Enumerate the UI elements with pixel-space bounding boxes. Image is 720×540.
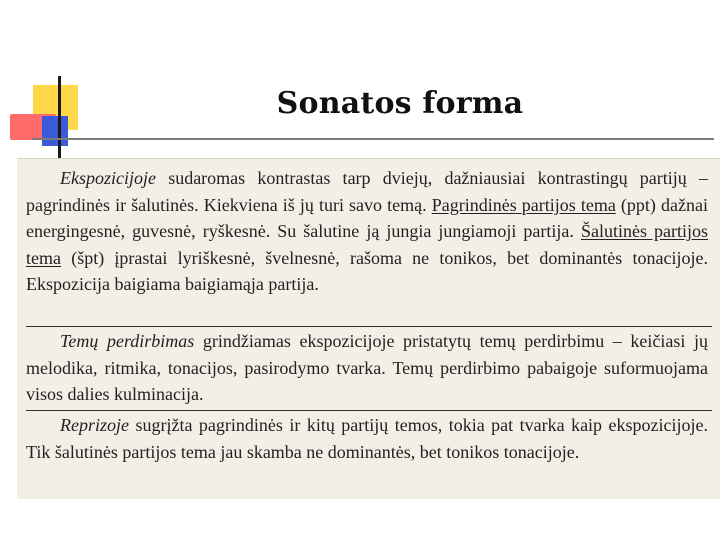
text: (špt) įprastai lyriškesnė, švelnesnė, rašoma ne tonikos, bet dominantės tonacijoje. Ekspozicija baigiama baigiamąja partija. — [26, 247, 708, 295]
decor-blue-square — [42, 116, 68, 146]
title-underline-rule — [32, 138, 714, 140]
paragraph-development — [26, 328, 708, 408]
paragraph-exposition — [26, 165, 708, 298]
text: sugrįžta pagrindinės ir kitų partijų temos, tokia pat tvarka kaip ekspozicijoje. Tik šalutinės partijos tema jau skamba ne dominantės, bet tonikos tonacijoje. — [26, 415, 708, 462]
divider-rule — [26, 410, 712, 411]
underlined-term: Šalutinės partijos tema — [26, 221, 709, 268]
decor-vertical-line — [58, 76, 61, 160]
text: sudaromas kontrastas tarp dviejų, dažniausiai kontrastingų partijų – pagrindinės ir šalutinės. Kiekviena iš jų turi savo temą. — [26, 168, 708, 215]
term-recapitulation: Reprizoje — [60, 415, 129, 435]
underlined-term: Pagrindinės partijos tema — [431, 194, 616, 215]
text: grindžiamas ekspozicijoje pristatytų temų perdirbimu – keičiasi jų melodika, ritmika, tonacijos, pasirodymo tvarka. Temų perdirbimo pabaigoje suformuojama visos dalies kulminacija. — [26, 331, 708, 405]
term-exposition: Ekspozicijoje — [60, 168, 156, 188]
text: (ppt) dažnai energingesnė, guvesnė, ryškesnė. Su šalutine ją jungia jungiamoji partija. — [26, 194, 708, 242]
term-development: Temų perdirbimas — [60, 331, 195, 351]
scanned-text-image — [17, 158, 720, 499]
divider-rule — [26, 326, 712, 327]
paragraph-recapitulation — [26, 412, 708, 465]
slide-title: Sonatos forma — [276, 86, 524, 121]
